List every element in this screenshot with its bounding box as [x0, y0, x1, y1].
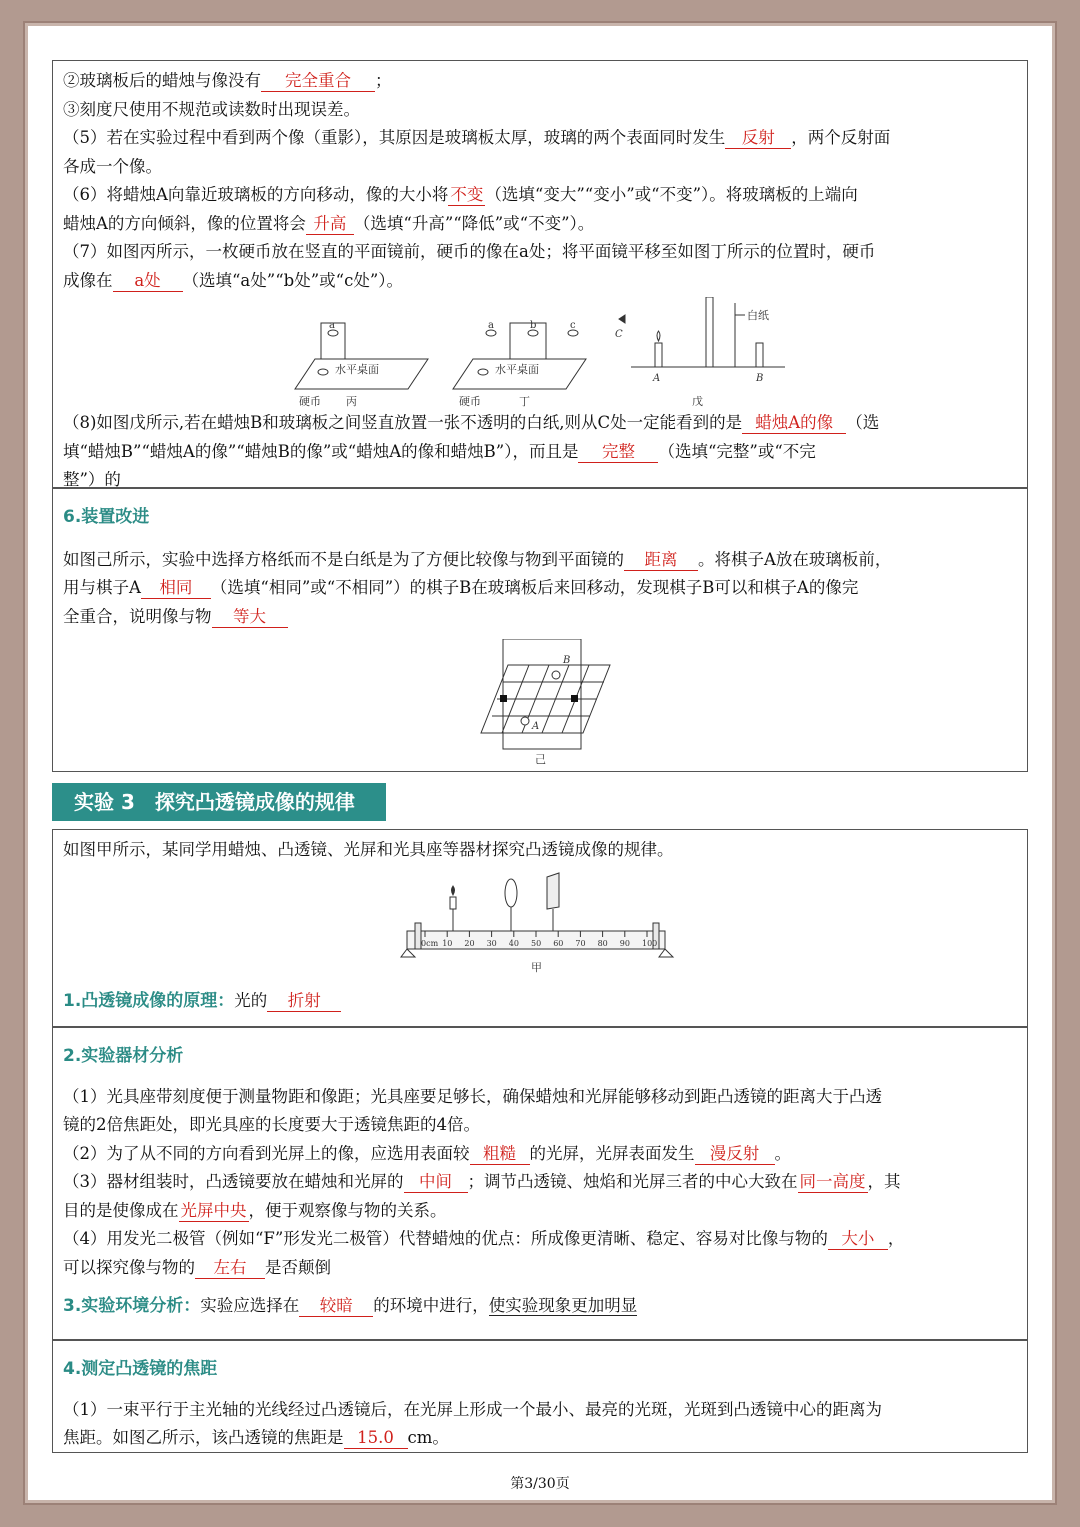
section-box-mirror-questions: [52, 60, 1028, 488]
answer-blank: 折射: [267, 991, 341, 1012]
answer-blank: 大小: [828, 1229, 888, 1250]
table-label: 水平桌面: [495, 363, 539, 376]
answer-blank: 蜡烛A的像: [742, 413, 846, 434]
label-c: c: [570, 320, 576, 331]
answer-blank: 光屏中央: [180, 1200, 247, 1220]
text-line: （1）一束平行于主光轴的光线经过凸透镜后，在光屏上形成一个最小、最亮的光斑，光斑到凸透镜中心的距离为: [63, 1399, 882, 1419]
section-title: 2.实验器材分析: [63, 1046, 184, 1066]
text-line: （4）用发光二极管（例如“F”形发光二极管）代替蜡烛的优点：所成像更清晰、稳定、容易对比像与物的 大小 ，: [63, 1229, 905, 1248]
text-line: 目的是使像成在 光屏中央 ，便于观察像与物的关系。: [63, 1200, 447, 1220]
label-B: B: [563, 655, 571, 666]
answer-blank: 等大: [212, 607, 288, 628]
figure-label: 戊: [692, 395, 703, 408]
section-box-device-improvement: [52, 488, 1028, 772]
answer-blank: a处: [113, 271, 183, 292]
figure-label: 己: [535, 753, 546, 766]
section-box-convex-intro: [52, 829, 1028, 1027]
answer-blank: 完整: [578, 442, 658, 463]
answer-blank: 完全重合: [261, 71, 375, 92]
bench-tick-label: 90: [619, 938, 630, 948]
label-a: a: [488, 320, 494, 331]
text-line: 3.实验环境分析：实验应选择在 较暗 的环境中进行，使实验现象更加明显: [63, 1296, 638, 1316]
text-line: 各成一个像。: [63, 156, 162, 176]
bench-tick-label: 80: [597, 938, 608, 948]
text-line: （7）如图丙所示，一枚硬币放在竖直的平面镜前，硬币的像在a处；将平面镜平移至如图丁所示的位置时，硬币: [63, 242, 876, 261]
text-line: 焦距。如图乙所示，该凸透镜的焦距是 15.0 cm。: [63, 1428, 449, 1447]
text-line: （3）器材组装时，凸透镜要放在蜡烛和光屏的 中间 ；调节凸透镜、烛焰和光屏三者的中心大致在 同一高度 ，其: [63, 1172, 901, 1191]
text-line: 蜡烛A的方向倾斜，像的位置将会 升高 （选填“升高”“降低”或“不变”）。: [63, 213, 595, 233]
figure-bing-ding-wu: [63, 297, 1017, 409]
answer-blank: 漫反射: [695, 1144, 775, 1165]
text-line: （5）若在实验过程中看到两个像（重影），其原因是玻璃板太厚，玻璃的两个表面同时发生 反射 ，两个反射面: [63, 128, 891, 147]
label-C: C: [615, 329, 623, 340]
figure-label: 甲: [531, 960, 542, 974]
label-A: A: [653, 373, 661, 384]
bench-tick-label: 30: [486, 938, 497, 948]
section-box-equipment-analysis: [52, 1027, 1028, 1340]
bench-tick-label: 60: [553, 938, 564, 948]
text-line: 全重合，说明像与物 等大: [63, 603, 1017, 632]
text-line: 如图己所示，实验中选择方格纸而不是白纸是为了方便比较像与物到平面镜的 距离 。将棋子A放在玻璃板前，: [63, 549, 892, 569]
bench-tick-label: 100: [642, 938, 658, 948]
text-line: 成像在 a处 （选填“a处”“b处”或“c处”）。: [63, 270, 404, 290]
answer-blank: 较暗: [299, 1296, 373, 1317]
section-title: 1.凸透镜成像的原理：: [63, 990, 235, 1011]
figure-jia-optical-bench: [63, 869, 1017, 975]
coin-label: 硬币: [299, 395, 321, 408]
text-line: ②玻璃板后的蜡烛与像没有 完全重合 ；: [63, 71, 392, 90]
coin-label: 硬币: [459, 395, 481, 408]
paper-label: 白纸: [747, 309, 769, 322]
section-title: 3.实验环境分析：: [63, 1296, 201, 1316]
section-title: 6.装置改进: [63, 507, 150, 527]
answer-blank: 中间: [404, 1172, 468, 1193]
text-line: 1.凸透镜成像的原理：光的 折射: [63, 987, 1017, 1016]
text-line: 整”）的: [63, 470, 121, 489]
answer-blank: 相同: [141, 578, 211, 599]
bench-tick-label: 0cm: [421, 938, 439, 948]
label-a: a: [329, 320, 335, 331]
bench-tick-label: 50: [531, 938, 542, 948]
text-line: （2）为了从不同的方向看到光屏上的像，应选用表面较 粗糙 的光屏，光屏表面发生 漫反射 。: [63, 1143, 791, 1163]
page-number: 第3/30页: [510, 1476, 570, 1492]
answer-blank: 粗糙: [470, 1144, 530, 1165]
bench-tick-label: 10: [442, 938, 453, 948]
figure-bing: [295, 323, 428, 389]
figure-ding: [453, 323, 586, 389]
answer-blank: 同一高度: [799, 1172, 866, 1191]
text-line: （1）光具座带刻度便于测量物距和像距；光具座要足够长，确保蜡烛和光屏能够移动到距凸透镜的距离大于凸透: [63, 1086, 882, 1106]
text-line: 可以探究像与物的 左右 是否颠倒: [63, 1257, 331, 1277]
text-line: ③刻度尺使用不规范或读数时出现误差。: [63, 99, 360, 119]
experiment-banner: 实验 3 探究凸透镜成像的规律: [52, 783, 386, 821]
underlined-text: 使实验现象更加明显: [488, 1296, 638, 1315]
answer-blank: 不变: [450, 185, 484, 204]
figure-wu: [619, 297, 785, 367]
table-label: 水平桌面: [335, 363, 379, 376]
section-box-focal-length: [52, 1340, 1028, 1453]
text-line: （8)如图戊所示,若在蜡烛B和玻璃板之间竖直放置一张不透明的白纸,则从C处一定能看到的是 蜡烛A的像 （选: [63, 413, 880, 432]
answer-blank: 升高: [306, 214, 354, 235]
text-line: （6）将蜡烛A向靠近玻璃板的方向移动，像的大小将 不变 （选填“变大”“变小”或“不变”）。将玻璃板的上端向: [63, 185, 858, 204]
answer-blank: 距离: [624, 550, 698, 571]
page: [28, 26, 1052, 1500]
label-B: B: [756, 373, 764, 384]
figure-label: 丁: [519, 395, 530, 408]
answer-blank: 15.0: [344, 1428, 408, 1449]
bench-tick-label: 40: [508, 938, 519, 948]
text-line: 如图甲所示，某同学用蜡烛、凸透镜、光屏和光具座等器材探究凸透镜成像的规律。: [63, 840, 674, 859]
bench-tick-label: 20: [464, 938, 475, 948]
label-b: b: [530, 320, 537, 331]
bench-tick-label: 70: [575, 938, 586, 948]
text-line: 用与棋子A 相同 （选填“相同”或“不相同”）的棋子B在玻璃板后来回移动，发现棋子B可以和棋子A的像完: [63, 578, 859, 597]
figure-label: 丙: [346, 395, 357, 408]
answer-blank: 反射: [725, 128, 791, 149]
text-line: 填“蜡烛B”“蜡烛A的像”“蜡烛B的像”或“蜡烛A的像和蜡烛B”），而且是 完整 （选填“完整”或“不完: [63, 441, 816, 461]
label-A: A: [532, 721, 540, 732]
answer-blank: 左右: [195, 1258, 265, 1279]
figure-ji: [63, 639, 1017, 767]
text-line: 镜的2倍焦距处，即光具座的长度要大于透镜焦距的4倍。: [63, 1115, 480, 1134]
section-title: 4.测定凸透镜的焦距: [63, 1359, 218, 1379]
